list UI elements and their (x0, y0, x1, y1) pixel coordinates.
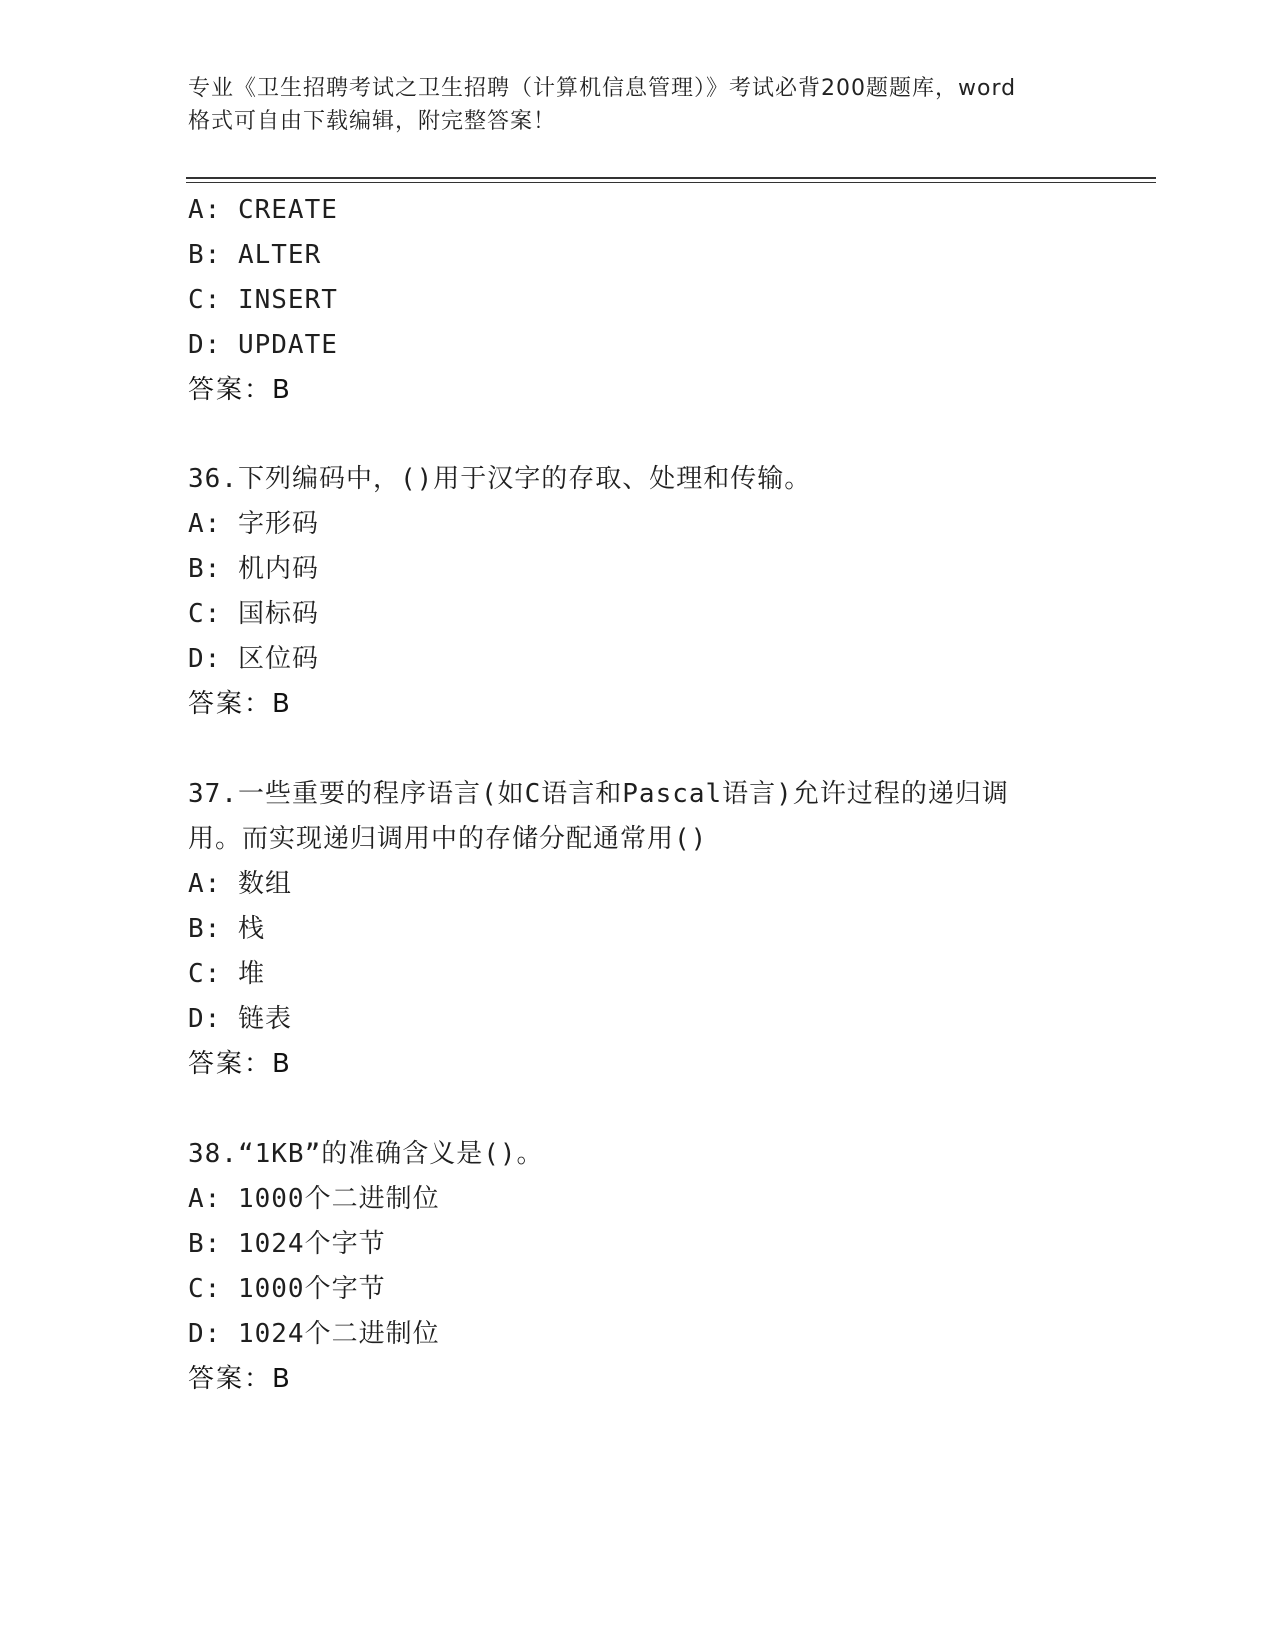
answer: 答案：B (188, 689, 292, 719)
option-a: A: 数组 (188, 869, 292, 899)
header-line-2: 格式可自由下载编辑，附完整答案！ (188, 109, 557, 134)
question-37-text-line-1: 37.一些重要的程序语言(如C语言和Pascal语言)允许过程的递归调 (188, 779, 1009, 809)
option-b: B: 栈 (188, 914, 265, 944)
question-37-text-line-2: 用。而实现递归调用中的存储分配通常用() (188, 824, 708, 854)
option-a: A: 字形码 (188, 509, 319, 539)
header-line-1: 专业《卫生招聘考试之卫生招聘（计算机信息管理）》考试必背200题题库，word (188, 76, 1017, 101)
answer: 答案：B (188, 375, 292, 405)
option-d: D: 链表 (188, 1004, 292, 1034)
option-b: B: ALTER (188, 240, 322, 270)
question-38-text: 38.“1KB”的准确含义是()。 (188, 1139, 544, 1169)
option-d: D: 1024个二进制位 (188, 1319, 440, 1349)
option-a: A: 1000个二进制位 (188, 1184, 440, 1214)
header-divider-bottom (186, 182, 1156, 183)
option-d: D: 区位码 (188, 644, 319, 674)
option-b: B: 1024个字节 (188, 1229, 386, 1259)
document-header (188, 72, 1088, 138)
option-a: A: CREATE (188, 195, 338, 225)
option-d: D: UPDATE (188, 330, 338, 360)
option-c: C: 1000个字节 (188, 1274, 386, 1304)
answer: 答案：B (188, 1049, 292, 1079)
option-b: B: 机内码 (188, 554, 319, 584)
option-c: C: INSERT (188, 285, 338, 315)
header-divider-top (186, 177, 1156, 179)
question-36-text: 36.下列编码中，()用于汉字的存取、处理和传输。 (188, 464, 812, 494)
option-c: C: 国标码 (188, 599, 319, 629)
answer: 答案：B (188, 1364, 292, 1394)
option-c: C: 堆 (188, 959, 265, 989)
